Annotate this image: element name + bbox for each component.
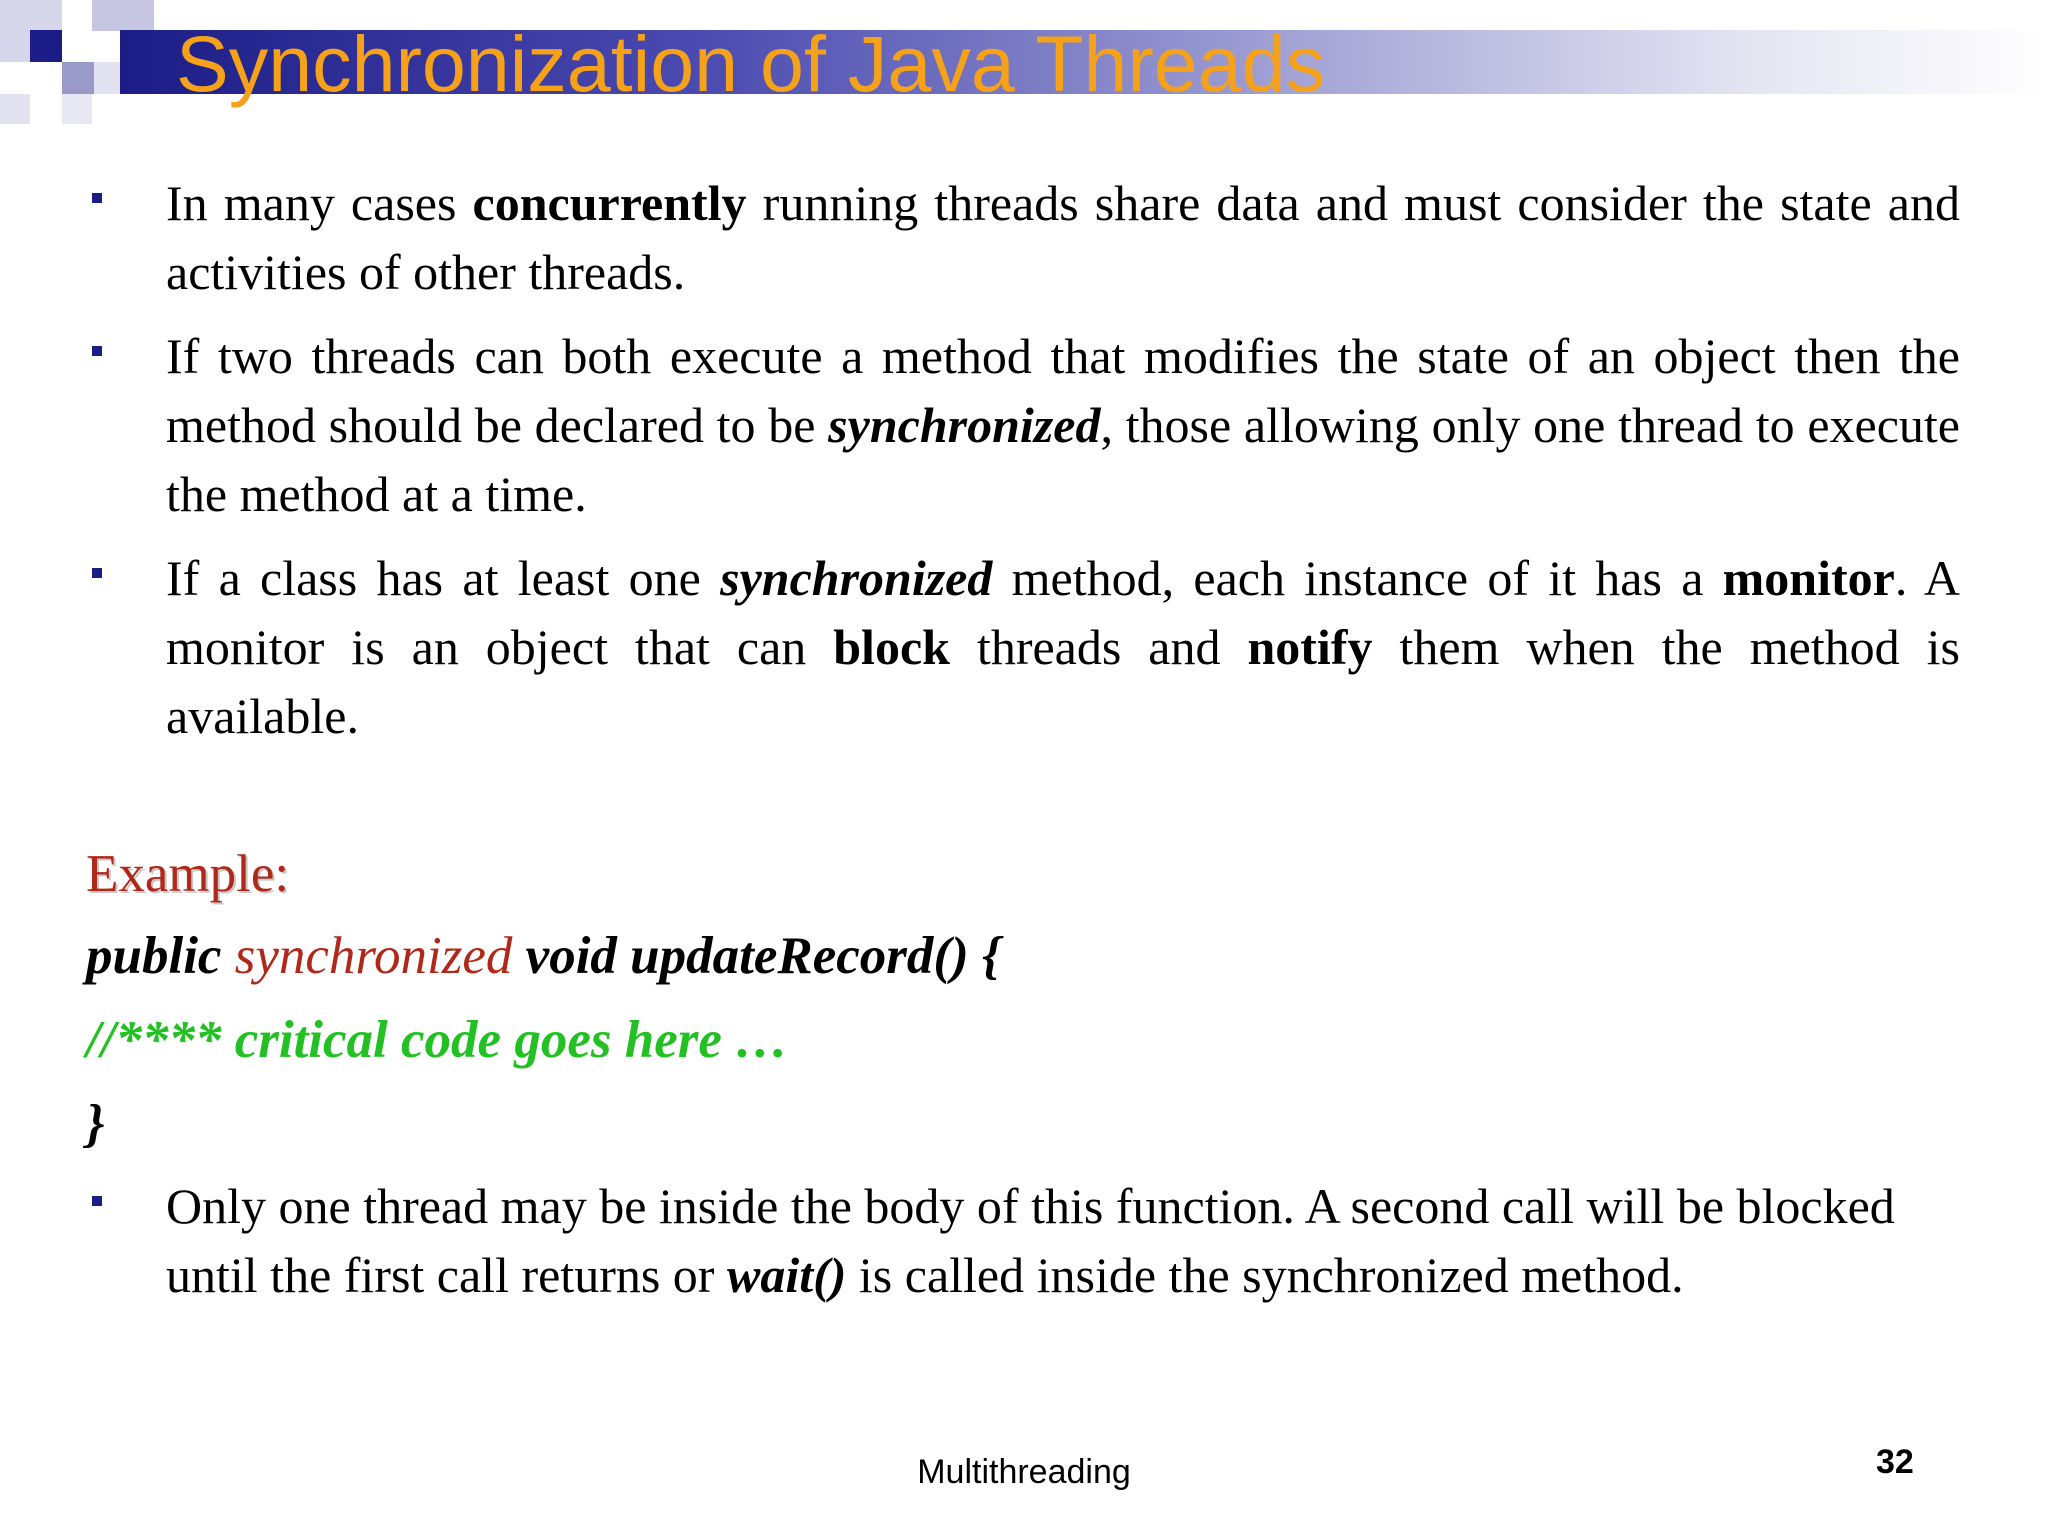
text-run: concurrently bbox=[472, 175, 747, 231]
text-run: . A monitor is an object that can bbox=[166, 550, 1960, 675]
bullet-list-item bbox=[86, 322, 1960, 529]
text-run: method, each instance of it has a bbox=[992, 550, 1723, 606]
bullet-marker-icon bbox=[92, 346, 102, 356]
slide-title: Synchronization of Java Threads bbox=[176, 19, 1326, 108]
footer-label: Multithreading bbox=[917, 1453, 1131, 1491]
page-number: 32 bbox=[1876, 1443, 1914, 1481]
decor-square bbox=[92, 0, 154, 31]
bullet-marker-icon bbox=[92, 193, 102, 203]
text-run: synchronized bbox=[720, 550, 993, 606]
bullet-list-item bbox=[86, 544, 1960, 751]
text-run: block bbox=[833, 619, 950, 675]
decor-square bbox=[0, 94, 30, 124]
text-run: Only one thread may be inside the body of this function. A second call will be blocked until the first call returns or bbox=[166, 1178, 1895, 1303]
text-run: wait() bbox=[726, 1247, 847, 1303]
text-run: monitor bbox=[1722, 550, 1895, 606]
text-run: running threads share data and must consider the state and activities of other threads. bbox=[166, 175, 1960, 300]
example-label: Example: bbox=[86, 845, 290, 903]
text-run: If a class has at least one bbox=[166, 550, 721, 606]
text-run: threads and bbox=[949, 619, 1248, 675]
text-run: is called inside the synchronized method. bbox=[846, 1247, 1684, 1303]
code-signature-rest: void updateRecord() { bbox=[512, 927, 1001, 985]
decor-square bbox=[62, 94, 92, 124]
text-run: them when the method is available. bbox=[166, 619, 1961, 744]
bullet-list-item bbox=[86, 1172, 1960, 1310]
code-line-signature bbox=[86, 920, 1000, 992]
text-run: notify bbox=[1247, 619, 1373, 675]
code-synchronized-keyword: synchronized bbox=[234, 927, 513, 985]
bullet-1 bbox=[86, 169, 1960, 307]
code-line-closing-brace: } bbox=[86, 1095, 105, 1153]
bullet-marker-icon bbox=[92, 1196, 102, 1206]
text-run: In many cases bbox=[166, 175, 473, 231]
bullet-3 bbox=[86, 544, 1960, 751]
bullet-4 bbox=[86, 1172, 1960, 1310]
decor-square bbox=[30, 30, 62, 62]
text-run: If two threads can both execute a method that modifies the state of an object then the method should be declared to be bbox=[166, 328, 1960, 453]
bullet-marker-icon bbox=[92, 568, 102, 578]
code-line-comment: //**** critical code goes here … bbox=[86, 1011, 789, 1069]
bullet-list-item bbox=[86, 169, 1960, 307]
code-public: public bbox=[86, 927, 235, 985]
text-run: , those allowing only one thread to execute the method at a time. bbox=[166, 397, 1960, 522]
text-run: synchronized bbox=[828, 397, 1101, 453]
bullet-2 bbox=[86, 322, 1960, 529]
decor-square bbox=[62, 62, 94, 94]
